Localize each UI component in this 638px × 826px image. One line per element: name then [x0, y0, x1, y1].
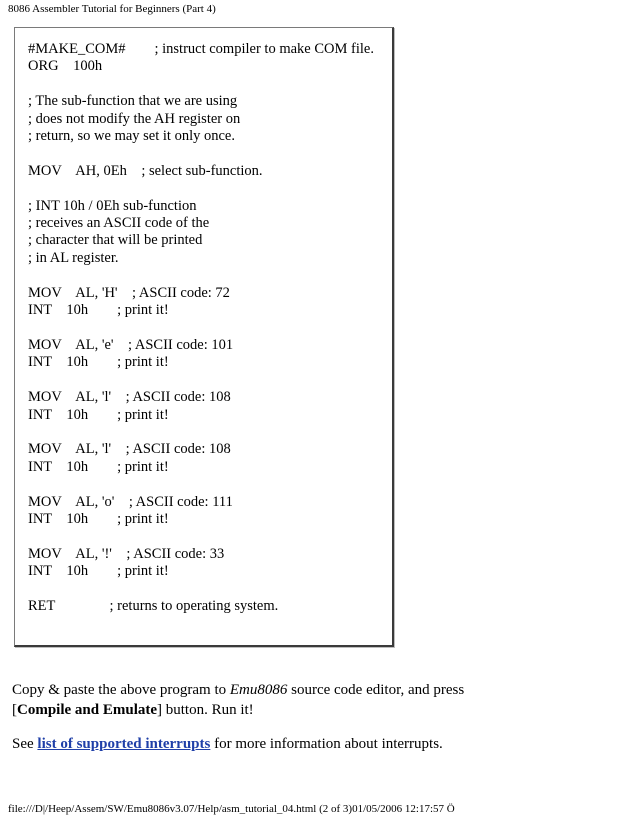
code-line: INT 10h ; print it! [28, 302, 169, 319]
see-also-text-2: for more information about interrupts. [210, 736, 443, 752]
code-line: INT 10h ; print it! [28, 563, 169, 580]
code-line: ; character that will be printed [28, 232, 203, 249]
compile-emulate-button-name: Compile and Emulate [17, 702, 158, 718]
instructions-paragraph [12, 680, 464, 720]
assembly-code [28, 41, 374, 615]
page-footer-path: file:///D|/Heep/Assem/SW/Emu8086v3.07/Help/asm_tutorial_04.html (2 of 3)01/05/2006 12:17:57 Ö [8, 803, 455, 815]
code-line: ; in AL register. [28, 249, 119, 266]
code-line: MOV AL, 'H' ; ASCII code: 72 [28, 284, 230, 301]
code-line: INT 10h ; print it! [28, 354, 169, 371]
code-line: ; receives an ASCII code of the [28, 215, 210, 232]
code-line: MOV AL, 'l' ; ASCII code: 108 [28, 389, 231, 406]
code-line: MOV AL, 'e' ; ASCII code: 101 [28, 336, 234, 353]
bracket-open: [ [12, 702, 17, 718]
code-line: ; The sub-function that we are using [28, 93, 238, 110]
code-line: MOV AH, 0Eh ; select sub-function. [28, 162, 263, 179]
supported-interrupts-link[interactable]: list of supported interrupts [37, 736, 211, 752]
code-line: ; INT 10h / 0Eh sub-function [28, 197, 197, 214]
code-line: INT 10h ; print it! [28, 406, 169, 423]
code-line: MOV AL, 'o' ; ASCII code: 111 [28, 493, 233, 510]
code-block [14, 27, 394, 647]
code-line: ORG 100h [28, 58, 103, 75]
code-line: INT 10h ; print it! [28, 510, 169, 527]
emulator-name: Emu8086 [229, 682, 288, 698]
see-also-text-1: See [12, 736, 38, 752]
code-line: MOV AL, 'l' ; ASCII code: 108 [28, 441, 231, 458]
code-line: ; return, so we may set it only once. [28, 128, 235, 145]
code-line: #MAKE_COM# ; instruct compiler to make COM file. [28, 41, 374, 57]
see-also-paragraph [12, 734, 443, 754]
instructions-text-1: Copy & paste the above program to [12, 682, 230, 698]
code-line: MOV AL, '!' ; ASCII code: 33 [28, 545, 225, 562]
instructions-text-3: ] button. Run it! [157, 702, 254, 718]
code-line: INT 10h ; print it! [28, 458, 169, 475]
code-line: ; does not modify the AH register on [28, 110, 241, 127]
code-line: RET ; returns to operating system. [28, 598, 279, 614]
instructions-text-2: source code editor, and press [287, 682, 465, 698]
page-header-title: 8086 Assembler Tutorial for Beginners (Part 4) [8, 3, 216, 15]
